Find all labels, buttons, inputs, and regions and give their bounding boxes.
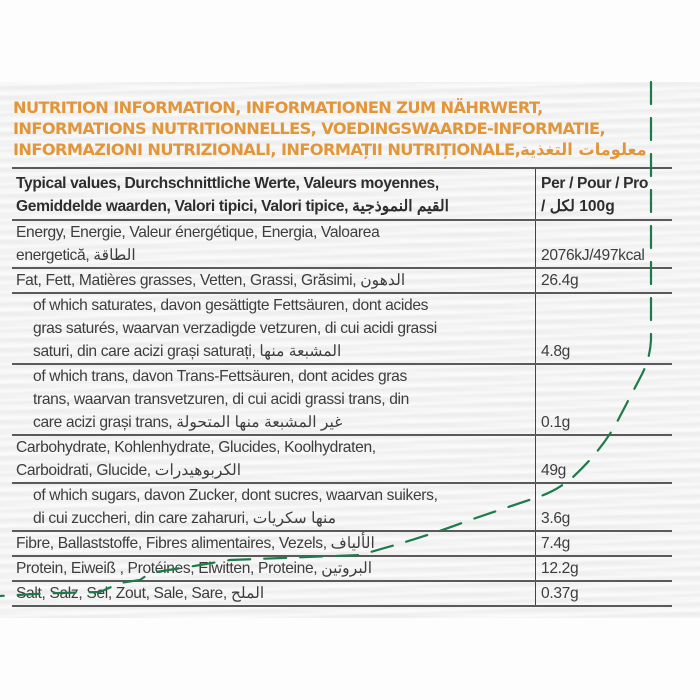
nutrient-value: 3.6g — [541, 510, 570, 527]
nutrient-name-line — [16, 557, 531, 580]
nutrient-value-cell — [536, 581, 672, 606]
nutrient-name-text: Carboidrati, Glucide, — [16, 462, 151, 479]
title-arabic: معلومات التغذية — [520, 140, 647, 159]
nutrient-name-line — [16, 269, 531, 292]
nutrient-name-cell — [12, 268, 536, 293]
nutrient-value: 0.37g — [541, 585, 579, 602]
title-line: NUTRITION INFORMATION, INFORMATIONEN ZUM NÄHRWERT, — [13, 98, 543, 117]
title-line: INFORMATIONS NUTRITIONNELLES, VOEDINGSWAARDE-INFORMATIE, — [13, 119, 606, 138]
table-row — [12, 220, 672, 268]
header-value-cell — [536, 168, 672, 220]
nutrient-value-cell — [536, 220, 672, 268]
nutrient-name-line — [16, 436, 531, 459]
nutrient-name-arabic: الكربوهيدرات — [154, 462, 242, 479]
nutrient-name-text: care acizi grași trans, — [33, 414, 173, 431]
nutrient-name-line — [16, 582, 531, 605]
title-line-text: INFORMAZIONI NUTRIZIONALI, INFORMAȚII NUTRIȚIONALE, — [13, 140, 521, 159]
header-value-suffix: 100g — [574, 198, 615, 215]
nutrient-name-text: Carbohydrate, Kohlenhydrate, Glucides, Koolhydraten, — [16, 439, 376, 456]
table-row — [12, 293, 672, 364]
nutrient-name-cell — [12, 293, 536, 364]
nutrient-name-line — [33, 365, 531, 388]
nutrient-name-text: of which sugars, davon Zucker, dont sucres, waarvan suikers, — [33, 487, 438, 504]
nutrient-name-text: gras saturés, waarvan verzadigde vetzuren, di cui acidi grassi — [33, 320, 437, 337]
nutrient-name-text: Fat, Fett, Matières grasses, Vetten, Grassi, Grăsimi, — [16, 272, 357, 289]
nutrient-name-arabic: الألياف — [330, 535, 375, 552]
nutrient-name-line — [16, 244, 531, 267]
nutrient-name-text: Fibre, Ballaststoffe, Fibres alimentaires, Vezels, — [16, 535, 327, 552]
nutrient-name-arabic: غير المشبعة منها المتحولة — [176, 414, 343, 431]
nutrient-value-cell — [536, 364, 672, 435]
nutrient-value: 12.2g — [541, 560, 579, 577]
nutrient-name-line — [33, 317, 531, 340]
nutrient-name-line — [16, 459, 531, 482]
nutrient-name-text: trans, waarvan transvetzuren, di cui acidi grassi trans, din — [33, 391, 409, 408]
nutrient-name-text: Protein, Eiweiß , Protéines, Eiwitten, Proteine, — [16, 560, 318, 577]
nutrient-name-line — [33, 484, 531, 507]
nutrient-name-cell — [12, 531, 536, 556]
nutrient-name-cell — [12, 556, 536, 581]
nutrient-value-cell — [536, 483, 672, 531]
nutrient-name-arabic: الطاقة — [93, 247, 136, 264]
nutrient-value-cell — [536, 531, 672, 556]
nutrient-name-text: saturi, din care acizi grași saturați, — [33, 343, 256, 360]
nutrient-name-text: Salt, Salz, Sel, Zout, Sale, Sare, — [16, 585, 227, 602]
nutrient-name-text: energetică, — [16, 247, 90, 264]
header-name-cell — [12, 168, 536, 220]
header-name-line — [16, 195, 531, 218]
nutrient-name-arabic: البروتين — [321, 560, 373, 577]
nutrient-name-cell — [12, 435, 536, 483]
nutrient-name-cell — [12, 483, 536, 531]
table-row — [12, 364, 672, 435]
nutrient-name-arabic: منها سكريات — [252, 510, 337, 527]
header-value-line: Per / Pour / Pro — [541, 175, 649, 192]
nutrient-name-cell — [12, 581, 536, 606]
nutrient-value-cell — [536, 268, 672, 293]
nutrient-name-cell — [12, 364, 536, 435]
table-row — [12, 435, 672, 483]
table-row — [12, 556, 672, 581]
nutrient-name-arabic: المشبعة منها — [259, 343, 342, 360]
header-value-line — [541, 195, 668, 218]
nutrient-value: 0.1g — [541, 414, 570, 431]
nutrient-name-text: di cui zuccheri, din care zaharuri, — [33, 510, 249, 527]
nutrient-name-arabic: الملح — [230, 585, 265, 602]
header-value-prefix: / — [541, 198, 550, 215]
nutrient-value: 26.4g — [541, 272, 579, 289]
nutrient-value: 49g — [541, 462, 566, 479]
nutrient-name-text: of which trans, davon Trans-Fettsäuren, dont acides gras — [33, 368, 407, 385]
nutrient-name-line — [16, 532, 531, 555]
nutrient-value-cell — [536, 556, 672, 581]
nutrient-name-line — [16, 221, 531, 244]
nutrition-table — [12, 167, 672, 607]
nutrient-name-text: Energy, Energie, Valeur énergétique, Energia, Valoarea — [16, 224, 380, 241]
nutrient-name-line — [33, 388, 531, 411]
nutrient-name-line — [33, 507, 531, 530]
header-name-line: Typical values, Durchschnittliche Werte, Valeurs moyennes, — [16, 175, 439, 192]
nutrient-name-line — [33, 294, 531, 317]
table-row — [12, 268, 672, 293]
nutrient-name-arabic: الدهون — [360, 272, 406, 289]
nutrient-value: 7.4g — [541, 535, 570, 552]
nutrient-name-text: of which saturates, davon gesättigte Fettsäuren, dont acides — [33, 297, 429, 314]
table-row — [12, 581, 672, 606]
nutrient-name-line — [33, 340, 531, 363]
nutrient-value-cell — [536, 293, 672, 364]
nutrient-name-line — [33, 411, 531, 434]
header-value-arabic: لكل — [549, 198, 575, 215]
title-line — [13, 139, 693, 160]
table-row — [12, 483, 672, 531]
nutrient-value: 4.8g — [541, 343, 570, 360]
header-name-text: Gemiddelde waarden, Valori tipici, Valori tipice, — [16, 198, 349, 215]
nutrient-value: 2076kJ/497kcal — [541, 247, 645, 264]
table-header-row — [12, 168, 672, 220]
nutrient-name-cell — [12, 220, 536, 268]
nutrition-title — [13, 97, 693, 160]
header-name-arabic: القيم النموذجية — [352, 198, 449, 215]
table-row — [12, 531, 672, 556]
nutrient-value-cell — [536, 435, 672, 483]
